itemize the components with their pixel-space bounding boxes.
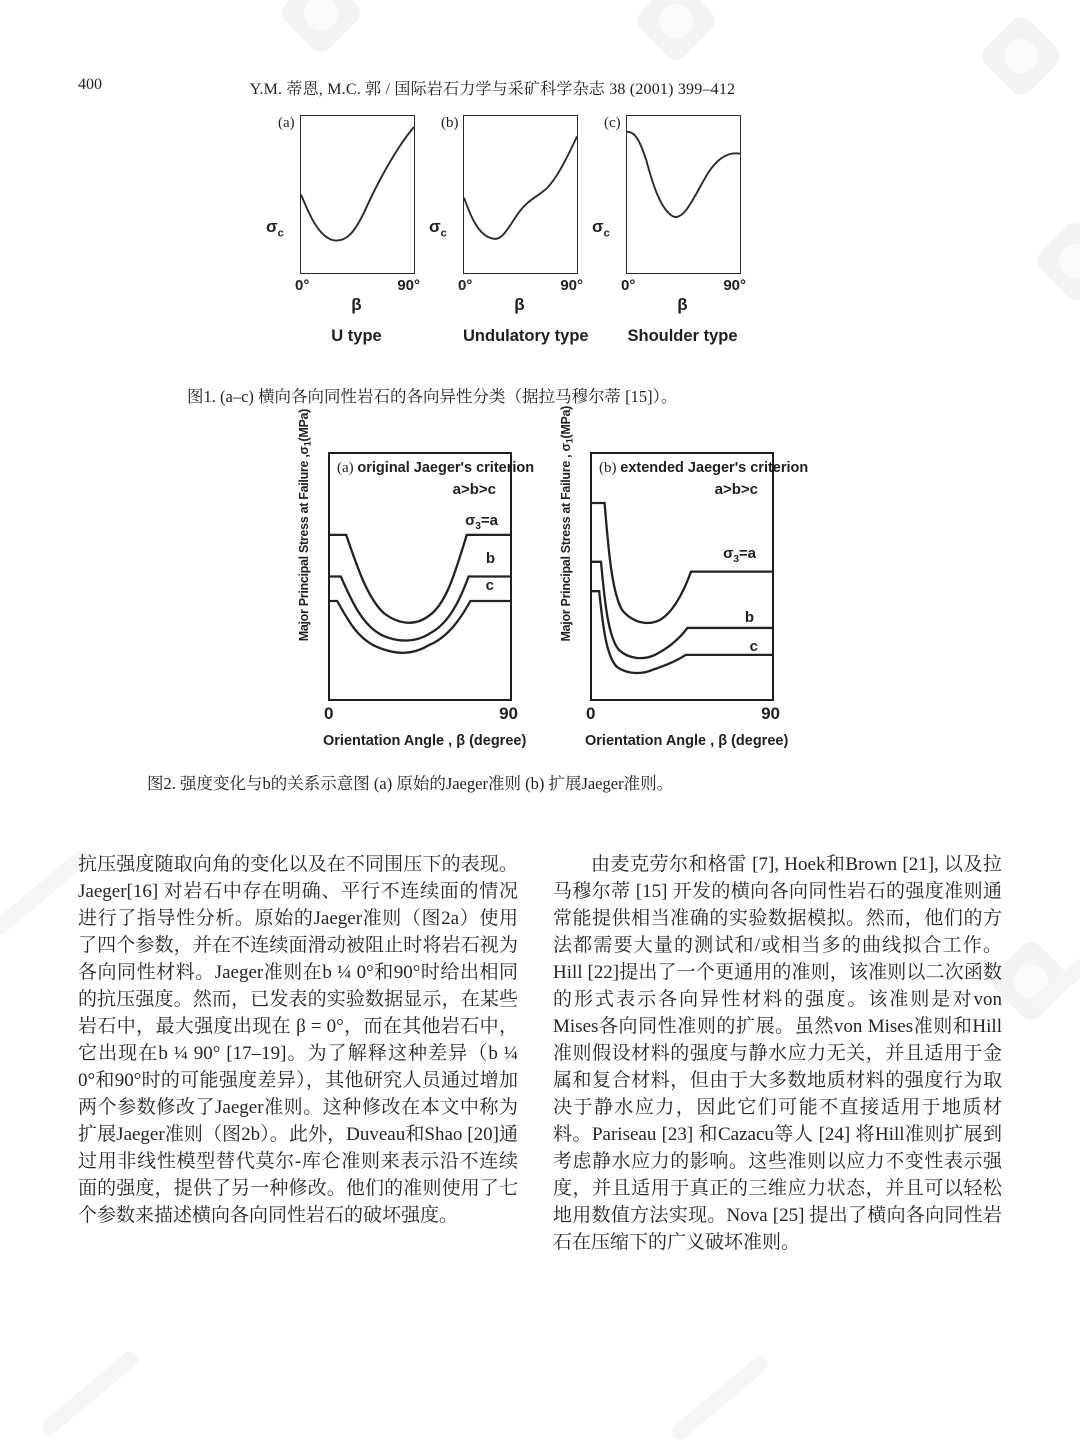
tick-0: 0: [586, 704, 596, 723]
figure1-caption: 图1. (a–c) 横向各向同性岩石的各向异性分类（据拉马穆尔蒂 [15]）。: [187, 387, 678, 406]
u-type-curve-plot: [300, 115, 415, 274]
x-axis-ticks: [458, 277, 583, 294]
sigma3-annotation: $\sigma_3=a$: [723, 545, 756, 565]
y-axis-label-sigma-c: $\sigma_c$: [266, 216, 284, 240]
y-axis-label: Major Principal Stress at Failure , $\sigma_1(MPa)$: [559, 405, 575, 641]
curve-label-b: b: [485, 550, 495, 567]
watermark-text: [30, 1385, 150, 1401]
figure2-panel-b: [557, 405, 809, 749]
body-column-right: [553, 851, 1002, 1256]
order-annotation: a>b>c: [714, 481, 758, 498]
tick-90: 90°: [397, 277, 420, 294]
figure2-caption: 图2. 强度变化与b的关系示意图 (a) 原始的Jaeger准则 (b) 扩展Jaeger准则。: [147, 774, 674, 793]
tick-0: 0°: [621, 277, 636, 294]
figure2-panel-a: [295, 408, 535, 749]
tick-90: 90: [761, 704, 780, 723]
watermark-logo: [1045, 230, 1080, 292]
x-axis-label-beta: β: [677, 295, 688, 314]
curve-label-c: c: [485, 577, 494, 594]
panel-letter: (c): [604, 115, 621, 131]
shoulder-type-curve-plot: [626, 115, 741, 274]
x-axis-ticks: [324, 704, 518, 724]
tick-0: 0°: [458, 277, 473, 294]
paragraph: 抗压强度随取向角的变化以及在不同围压下的表现。Jaeger[16] 对岩石中存在明确、平行不连续面的情况进行了指导性分析。原始的Jaeger准则（图2a）使用了四个参数，并在不连续面滑动被阻止时将岩石视为各向同性材料。Jaeger准则在b ¼ 0°和90°时给出相同的抗压强度。然而，已发表的实验数据显示，在某些岩石中，最大强度出现在 β = 0°，而在其他岩石中，它出现在b ¼ 90° [17–19]。为了解释这种差异（b ¼ 0°和90°时的可能强度差异），其他研究人员通过增加两个参数修改了Jaeger准则。这种修改在本文中称为扩展Jaeger准则（图2b）。此外，Duveau和Shao [20]通过用非线性模型替代莫尔-库仑准则来表示沿不连续面的强度，提供了另一种修改。他们的准则使用了七个参数来描述横向各向同性岩石的破坏强度。: [78, 854, 518, 1226]
page-number: 400: [78, 76, 102, 93]
x-axis-label-beta: β: [514, 295, 525, 314]
running-head: Y.M. 蒂恩, M.C. 郭 / 国际岩石力学与采矿科学杂志 38 (2001) 399–412: [249, 81, 736, 98]
anisotropy-type-label: U type: [331, 327, 382, 345]
original-jaeger-plot: [328, 452, 535, 701]
figure2: [295, 405, 809, 749]
x-axis-label: Orientation Angle , β (degree): [323, 733, 527, 749]
watermark-text: [660, 1390, 780, 1406]
sigma3-annotation: $\sigma_3=a$: [465, 512, 498, 532]
figure1-panel-c: [586, 115, 746, 346]
curve-label-c: c: [749, 638, 758, 655]
panel-title: (a) original Jaeger's criterion: [337, 460, 535, 476]
tick-0: 0°: [295, 277, 310, 294]
x-axis-ticks: [621, 277, 746, 294]
strength-curve: [627, 132, 740, 217]
watermark-logo: [645, 0, 707, 52]
watermark-text: [1020, 960, 1080, 976]
figure1: [260, 115, 746, 346]
undulatory-type-curve-plot: [463, 115, 578, 274]
panel-letter: (b): [441, 115, 459, 131]
panel-letter: (a): [278, 115, 295, 131]
watermark-logo: [990, 25, 1052, 87]
extended-jaeger-plot: [590, 452, 809, 701]
tick-90: 90: [499, 704, 518, 723]
x-axis-ticks: [586, 704, 780, 724]
y-axis-label-sigma-c: $\sigma_c$: [429, 216, 447, 240]
x-axis-label: Orientation Angle , β (degree): [585, 733, 789, 749]
anisotropy-type-label: Shoulder type: [627, 327, 738, 345]
figure1-panel-b: [423, 115, 589, 346]
strength-curve: [301, 127, 414, 241]
x-axis-ticks: [295, 277, 420, 294]
panel-title: (b) extended Jaeger's criterion: [599, 460, 809, 476]
figure1-panel-a: [260, 115, 420, 346]
paragraph: 由麦克劳尔和格雷 [7], Hoek和Brown [21], 以及拉马穆尔蒂 [15] 开发的横向各向同性岩石的强度准则通常能提供相当准确的实验数据模拟。然而，他们的方法都需要大量的测试和/或相当多的曲线拟合工作。Hill [22]提出了一个更通用的准则，该准则以二次函数的形式表示各向异性材料的强度。该准则是对von Mises各向同性准则的扩展。虽然von Mises准则和Hill准则假设材料的强度与静水应力无关，并且适用于金属和复合材料，但由于大多数地质材料的强度行为取决于静水应力，因此它们可能不直接适用于地质材料。Pariseau [23] 和Cazacu等人 [24] 将Hill准则扩展到考虑静水应力的影响。这些准则以应力不变性表示强度，并且适用于真正的三维应力状态，并且可以轻松地用数值方法实现。Nova [25] 提出了横向各向同性岩石在压缩下的广义破坏准则。: [553, 854, 1002, 1253]
tick-90: 90°: [723, 277, 746, 294]
tick-90: 90°: [560, 277, 583, 294]
body-column-left: [78, 851, 518, 1229]
anisotropy-type-label: Undulatory type: [463, 327, 589, 345]
curve-label-b: b: [744, 609, 754, 626]
tick-0: 0: [324, 704, 334, 723]
x-axis-label-beta: β: [351, 295, 362, 314]
order-annotation: a>b>c: [452, 481, 496, 498]
strength-curve: [464, 136, 577, 238]
y-axis-label-sigma-c: $\sigma_c$: [592, 216, 610, 240]
watermark-logo: [290, 0, 352, 44]
y-axis-label: Major Principal Stress at Failure $,\sigma_1(MPa)$: [297, 408, 313, 641]
